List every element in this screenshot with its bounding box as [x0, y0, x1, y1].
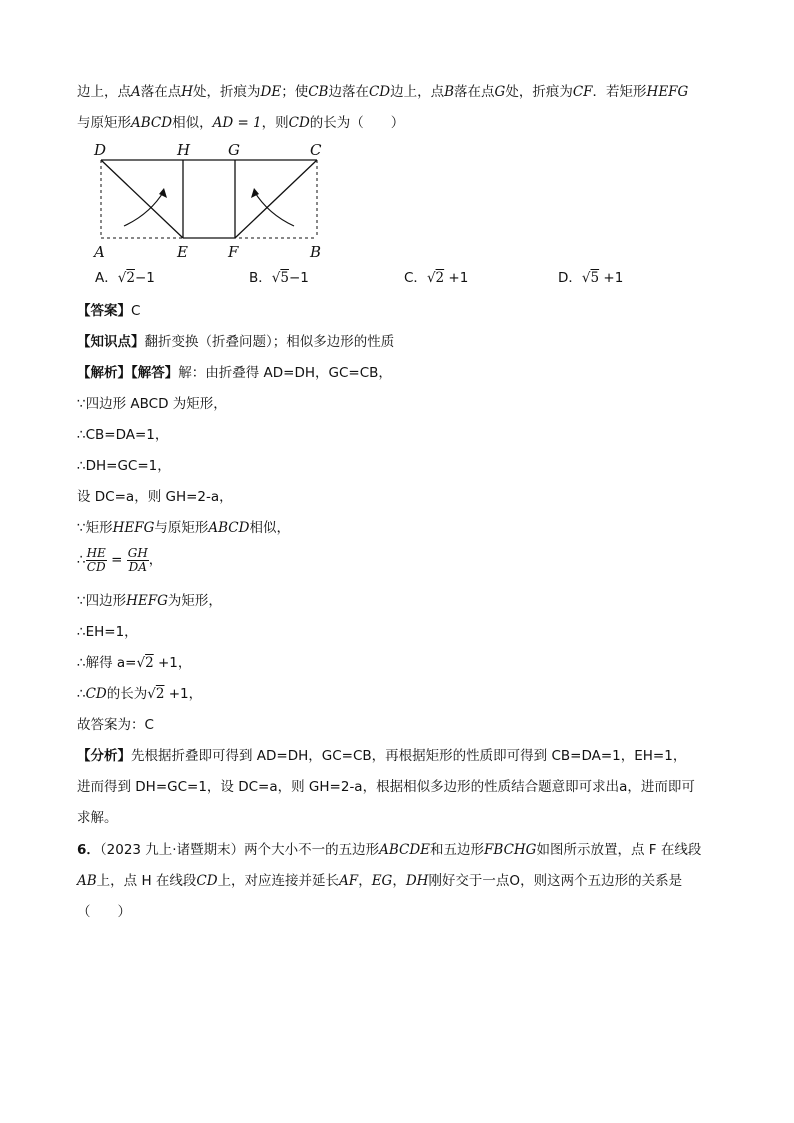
analysis-conclusion: 故答案为：C — [77, 717, 154, 733]
q6-line-1: 6．（2023 九上·诸暨期末）两个大小不一的五边形ABCDE和五边形FBCHG如图所示放置，点 F 在线段 — [77, 842, 702, 858]
option-b[interactable]: B．√5−1 — [249, 270, 309, 286]
analysis-step-2: ∴CB=DA=1， — [77, 427, 169, 443]
fold-CF — [235, 160, 317, 238]
folding-figure — [88, 136, 338, 261]
label-C: C — [310, 141, 322, 159]
label-D: D — [94, 141, 107, 159]
label-F: F — [228, 243, 239, 261]
fenxi-line-2: 进而得到 DH=GC=1，设 DC=a，则 GH=2-a，根据相似多边形的性质结合题意即可求出a，进而即可 — [77, 779, 695, 795]
option-a[interactable]: A．√2−1 — [95, 270, 155, 286]
analysis-step-6-fraction: ∴ $\frac{HE}{CD}$ = $\frac{GH}{DA}$ ， — [77, 545, 163, 574]
fenxi-line-3: 求解。 — [77, 810, 118, 826]
analysis-step-5: ∵矩形HEFG与原矩形ABCD相似， — [77, 520, 290, 536]
answer-line: 【答案】C — [77, 303, 141, 319]
label-B: B — [310, 243, 322, 261]
q6-line-2: AB上，点 H 在线段CD上，对应连接并延长AF，EG，DH刚好交于一点O，则这两个五边形的关系是 — [77, 873, 683, 889]
q6-line-3: （ ） — [77, 904, 131, 920]
option-d[interactable]: D．√5 +1 — [558, 270, 624, 286]
knowledge-line: 【知识点】翻折变换（折叠问题）；相似多边形的性质 — [77, 334, 395, 350]
fraction-he-cd: $\frac{HE}{CD}$ — [86, 545, 106, 574]
option-c[interactable]: C．√2 +1 — [404, 270, 469, 286]
label-E: E — [177, 243, 188, 261]
analysis-step-8: ∴EH=1， — [77, 624, 138, 640]
fenxi-line-1: 【分析】先根据折叠即可得到 AD=DH，GC=CB，再根据矩形的性质即可得到 CB=DA=1，EH=1， — [77, 748, 687, 764]
analysis-step-9: ∴解得 a=√2 +1， — [77, 655, 192, 671]
label-H: H — [177, 141, 191, 159]
analysis-step-4: 设 DC=a，则 GH=2-a， — [77, 489, 233, 505]
analysis-intro: 【解析】【解答】解：由折叠得 AD=DH，GC=CB， — [77, 365, 392, 381]
fraction-gh-da: $\frac{GH}{DA}$ — [127, 545, 148, 574]
fold-DE — [101, 160, 183, 238]
label-G: G — [228, 141, 240, 159]
analysis-step-3: ∴DH=GC=1， — [77, 458, 171, 474]
question-line-1: 边上，点A落在点H处，折痕为DE；使CB边落在CD边上，点B落在点G处，折痕为CF．若矩形HEFG — [77, 84, 689, 100]
analysis-step-1: ∵四边形 ABCD 为矩形， — [77, 396, 227, 412]
fold-arrow-left — [124, 191, 164, 226]
question-line-2: 与原矩形ABCD相似，AD = 1，则CD的长为（ ） — [77, 115, 405, 131]
label-A: A — [94, 243, 105, 261]
analysis-step-10: ∴CD的长为√2 +1， — [77, 686, 203, 702]
fold-arrow-right — [254, 191, 294, 226]
analysis-step-7: ∵四边形HEFG为矩形， — [77, 593, 222, 609]
